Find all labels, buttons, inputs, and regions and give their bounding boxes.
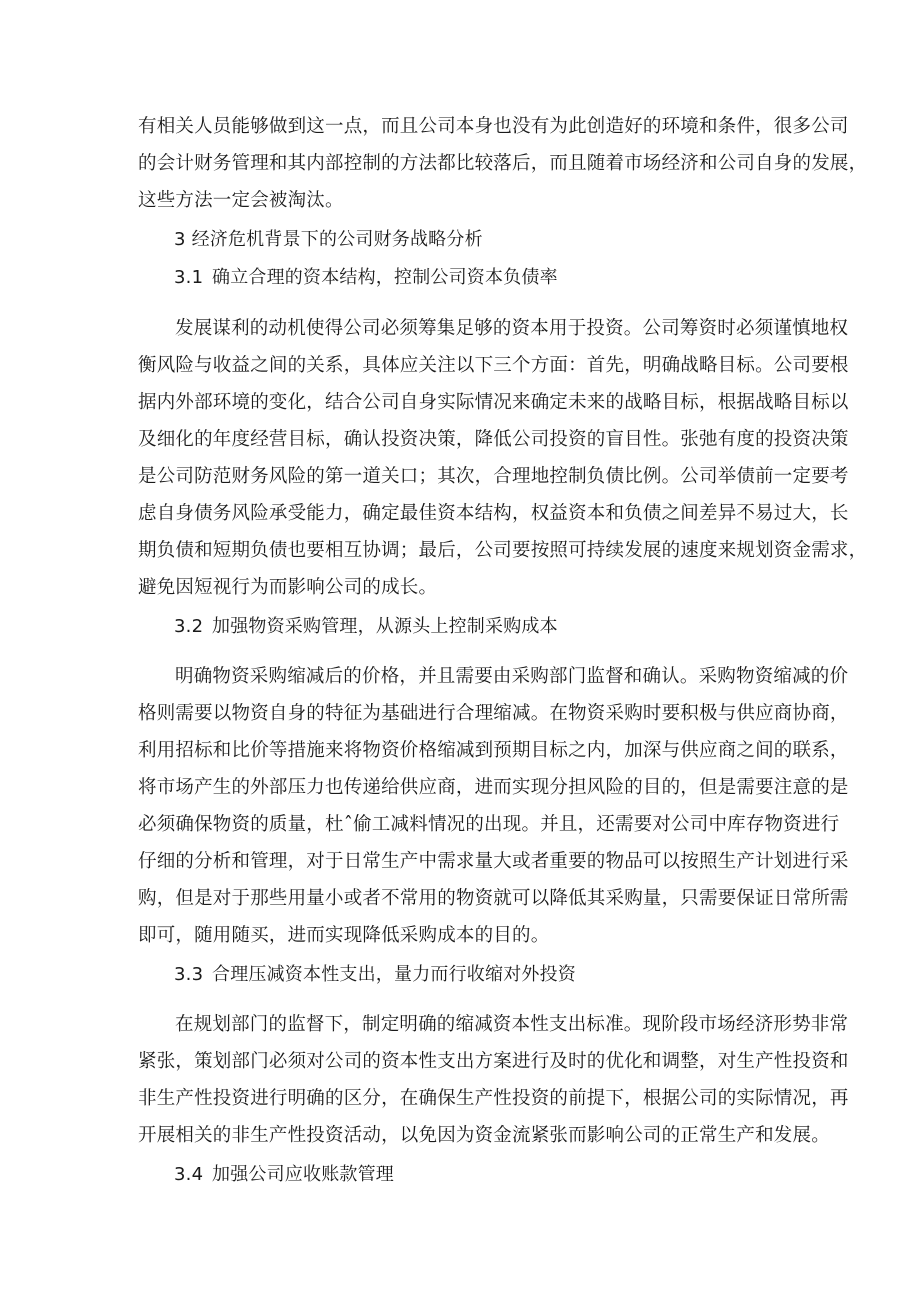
paragraph-line: 有相关人员能够做到这一点，而且公司本身也没有为此创造好的环境和条件，很多公司: [138, 116, 849, 137]
paragraph-line: 发展谋利的动机使得公司必须筹集足够的资本用于投资。公司筹资时必须谨慎地权: [175, 318, 849, 339]
paragraph-line: 的会计财务管理和其内部控制的方法都比较落后，而且随着市场经济和公司自身的发展，: [138, 153, 868, 174]
paragraph-line: 据内外部环境的变化，结合公司自身实际情况来确定未来的战略目标，根据战略目标以: [138, 392, 849, 413]
paragraph-line: 购，但是对于那些用量小或者不常用的物资就可以降低其采购量，只需要保证日常所需: [138, 888, 849, 909]
subsection-number: 3.4: [174, 1164, 204, 1185]
subsection-title: 确立合理的资本结构，控制公司资本负债率: [212, 267, 558, 288]
paragraph-line: 仔细的分析和管理，对于日常生产中需求量大或者重要的物品可以按照生产计划进行采: [138, 851, 849, 872]
paragraph-line: 期负债和短期负债也要相互协调；最后，公司要按照可持续发展的速度来规划资金需求，: [138, 540, 868, 561]
paragraph-line: 将市场产生的外部压力也传递给供应商，进而实现分担风险的目的，但是需要注意的是: [138, 777, 849, 798]
subsection-heading: [174, 1164, 394, 1186]
subsection-title: 合理压减资本性支出，量力而行收缩对外投资: [212, 964, 576, 985]
subsection-heading: [174, 267, 558, 289]
section-heading: 3 经济危机背景下的公司财务战略分析: [174, 229, 483, 250]
paragraph-line: 非生产性投资进行明确的区分，在确保生产性投资的前提下，根据公司的实际情况，再: [138, 1088, 849, 1109]
paragraph-line: 利用招标和比价等措施来将物资价格缩减到预期目标之内，加深与供应商之间的联系，: [138, 740, 849, 761]
subsection-number: 3.3: [174, 964, 204, 985]
paragraph-line: 这些方法一定会被淘汰。: [138, 190, 344, 211]
subsection-number: 3.1: [174, 267, 204, 288]
paragraph-line: 是公司防范财务风险的第一道关口；其次，合理地控制负债比例。公司举债前一定要考: [138, 466, 849, 487]
paragraph-line: 紧张，策划部门必须对公司的资本性支出方案进行及时的优化和调整，对生产性投资和: [138, 1051, 849, 1072]
paragraph-line: 在规划部门的监督下，制定明确的缩减资本性支出标准。现阶段市场经济形势非常: [175, 1014, 849, 1035]
paragraph-line: 格则需要以物资自身的特征为基础进行合理缩减。在物资采购时要积极与供应商协商，: [138, 703, 849, 724]
paragraph-line: 衡风险与收益之间的关系，具体应关注以下三个方面：首先，明确战略目标。公司要根: [138, 355, 849, 376]
paragraph-line: 即可，随用随买，进而实现降低采购成本的目的。: [138, 925, 550, 946]
paragraph-line: 明确物资采购缩减后的价格，并且需要由采购部门监督和确认。采购物资缩减的价: [175, 666, 849, 687]
paragraph-line: 及细化的年度经营目标，确认投资决策，降低公司投资的盲目性。张弛有度的投资决策: [138, 429, 849, 450]
subsection-number: 3.2: [174, 616, 204, 637]
subsection-title: 加强物资采购管理，从源头上控制采购成本: [212, 616, 558, 637]
paragraph-line: 避免因短视行为而影响公司的成长。: [138, 577, 438, 598]
subsection-title: 加强公司应收账款管理: [212, 1164, 394, 1185]
paragraph-line: 必须确保物资的质量，杜ˆ偷工减料情况的出现。并且，还需要对公司中库存物资进行: [138, 814, 840, 835]
paragraph-line: 开展相关的非生产性投资活动，以免因为资金流紧张而影响公司的正常生产和发展。: [138, 1125, 830, 1146]
subsection-heading: [174, 616, 558, 638]
subsection-heading: [174, 964, 576, 986]
paragraph-line: 虑自身债务风险承受能力，确定最佳资本结构，权益资本和负债之间差异不易过大，长: [138, 503, 849, 524]
